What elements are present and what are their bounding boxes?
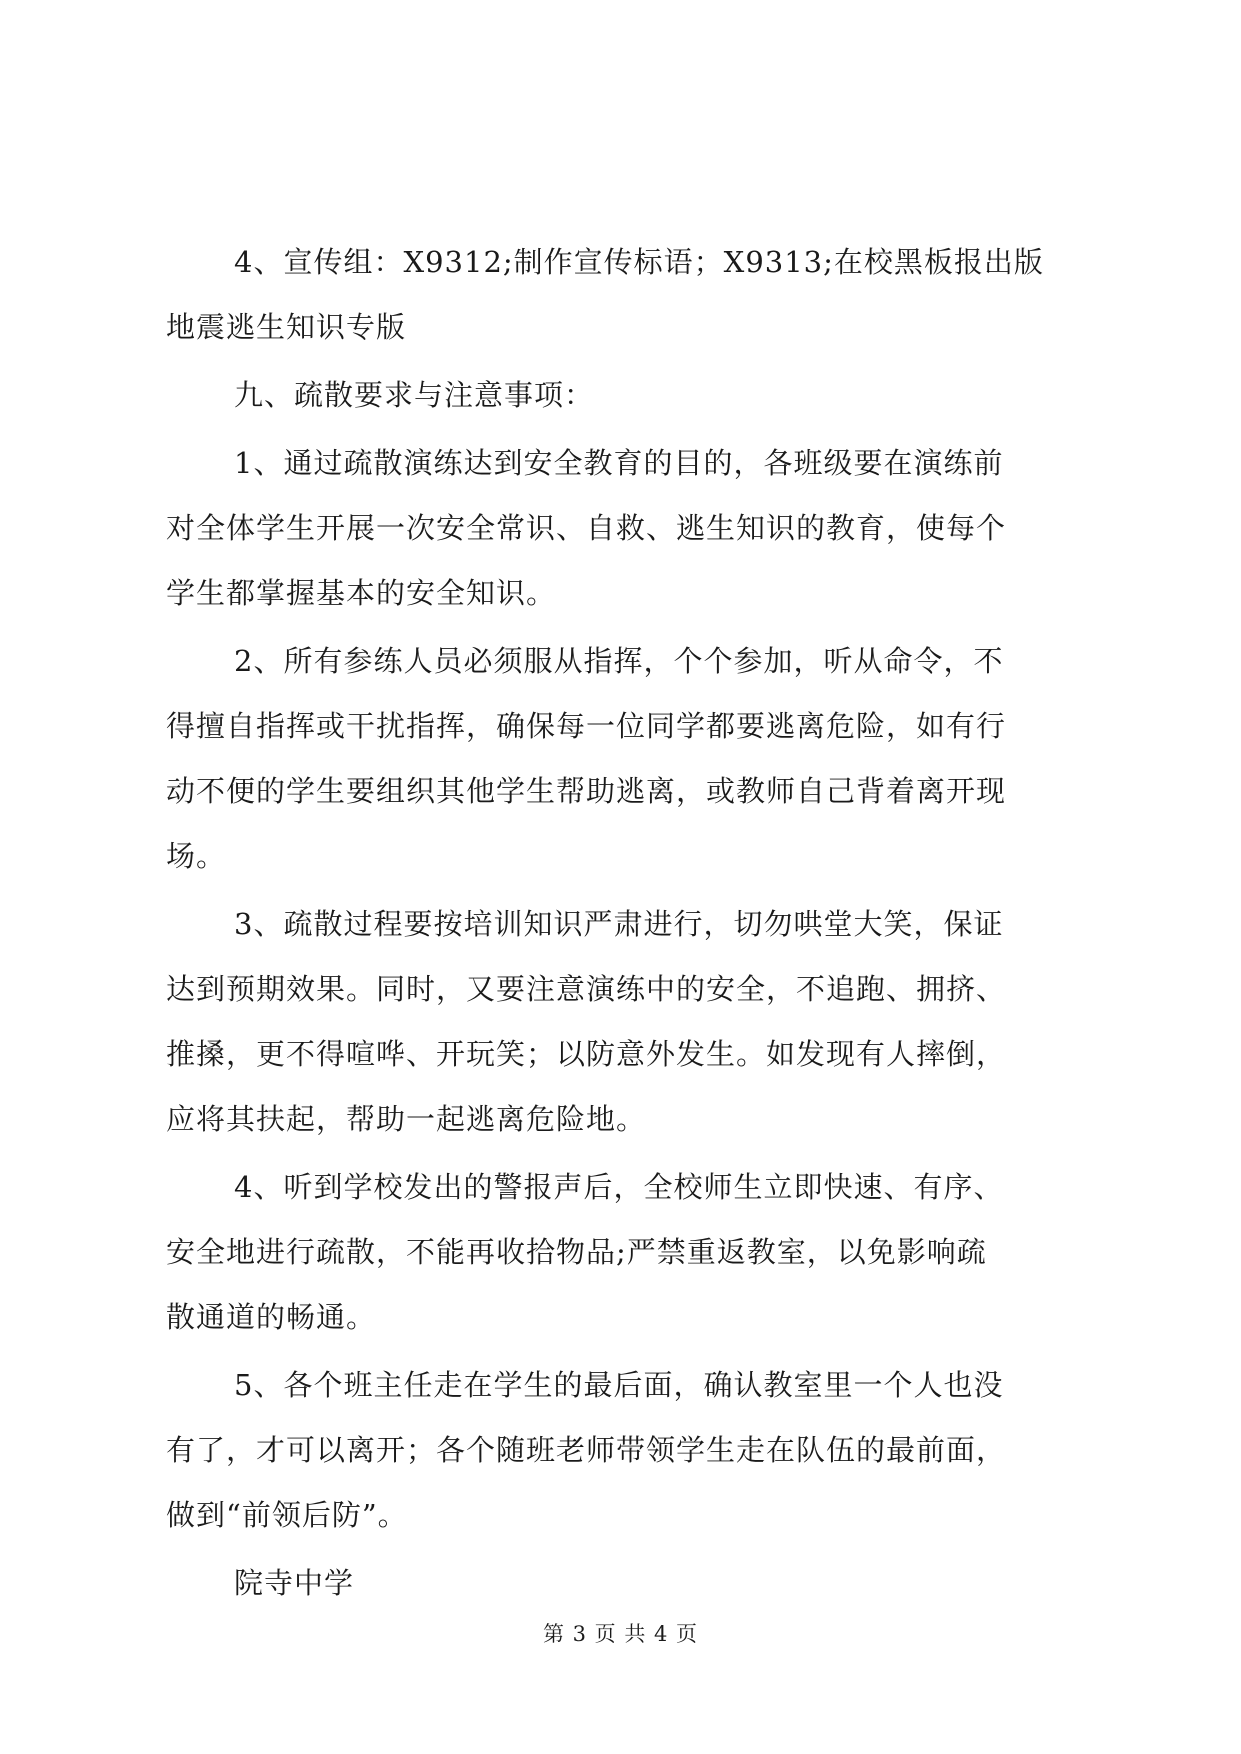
signature-school-name <box>166 1551 1081 1616</box>
text-line: 4、听到学校发出的警报声后，全校师生立即快速、有序、 <box>234 1170 1004 1204</box>
text-line: 3、疏散过程要按培训知识严肃进行，切勿哄堂大笑，保证 <box>234 907 1004 941</box>
text-line: 2、所有参练人员必须服从指挥，个个参加，听从命令，不 <box>234 644 1004 678</box>
text-line: 学生都掌握基本的安全知识。 <box>166 576 557 610</box>
paragraph-item-2 <box>166 629 1081 889</box>
text-line: 1、通过疏散演练达到安全教育的目的，各班级要在演练前 <box>234 446 1004 480</box>
text-line: 散通道的畅通。 <box>166 1300 377 1334</box>
text-line: 地震逃生知识专版 <box>166 310 407 344</box>
page-number-label: 第 3 页 共 4 页 <box>542 1622 699 1646</box>
text-line: 对全体学生开展一次安全常识、自救、逃生知识的教育，使每个 <box>166 511 1007 545</box>
text-line: 达到预期效果。同时，又要注意演练中的安全，不追跑、拥挤、 <box>166 972 1007 1006</box>
text-line: 做到“前领后防”。 <box>166 1498 408 1532</box>
page-footer <box>0 1618 1241 1648</box>
text-line: 得擅自指挥或干扰指挥，确保每一位同学都要逃离危险，如有行 <box>166 709 1007 743</box>
text-line: 场。 <box>166 839 227 873</box>
text-line: 应将其扶起，帮助一起逃离危险地。 <box>166 1102 647 1136</box>
text-line: 5、各个班主任走在学生的最后面，确认教室里一个人也没 <box>234 1368 1004 1402</box>
paragraph-item-5 <box>166 1353 1081 1548</box>
paragraph-item-3 <box>166 892 1081 1152</box>
text-line: 4、宣传组：X9312;制作宣传标语；X9313;在校黑板报出版 <box>234 245 1044 279</box>
paragraph-publicity-group <box>166 230 1081 360</box>
section-heading-evacuation-requirements <box>166 363 1081 428</box>
text-line: 推搡，更不得喧哗、开玩笑；以防意外发生。如发现有人摔倒， <box>166 1037 1007 1071</box>
text-line: 动不便的学生要组织其他学生帮助逃离，或教师自己背着离开现 <box>166 774 1007 808</box>
paragraph-item-4 <box>166 1155 1081 1350</box>
text-line: 九、疏散要求与注意事项： <box>234 378 595 412</box>
text-line: 有了，才可以离开；各个随班老师带领学生走在队伍的最前面， <box>166 1433 1007 1467</box>
text-line: 安全地进行疏散，不能再收拾物品;严禁重返教室，以免影响疏 <box>166 1235 987 1269</box>
text-line: 院寺中学 <box>234 1566 355 1600</box>
document-body <box>166 230 1081 1619</box>
paragraph-item-1 <box>166 431 1081 626</box>
